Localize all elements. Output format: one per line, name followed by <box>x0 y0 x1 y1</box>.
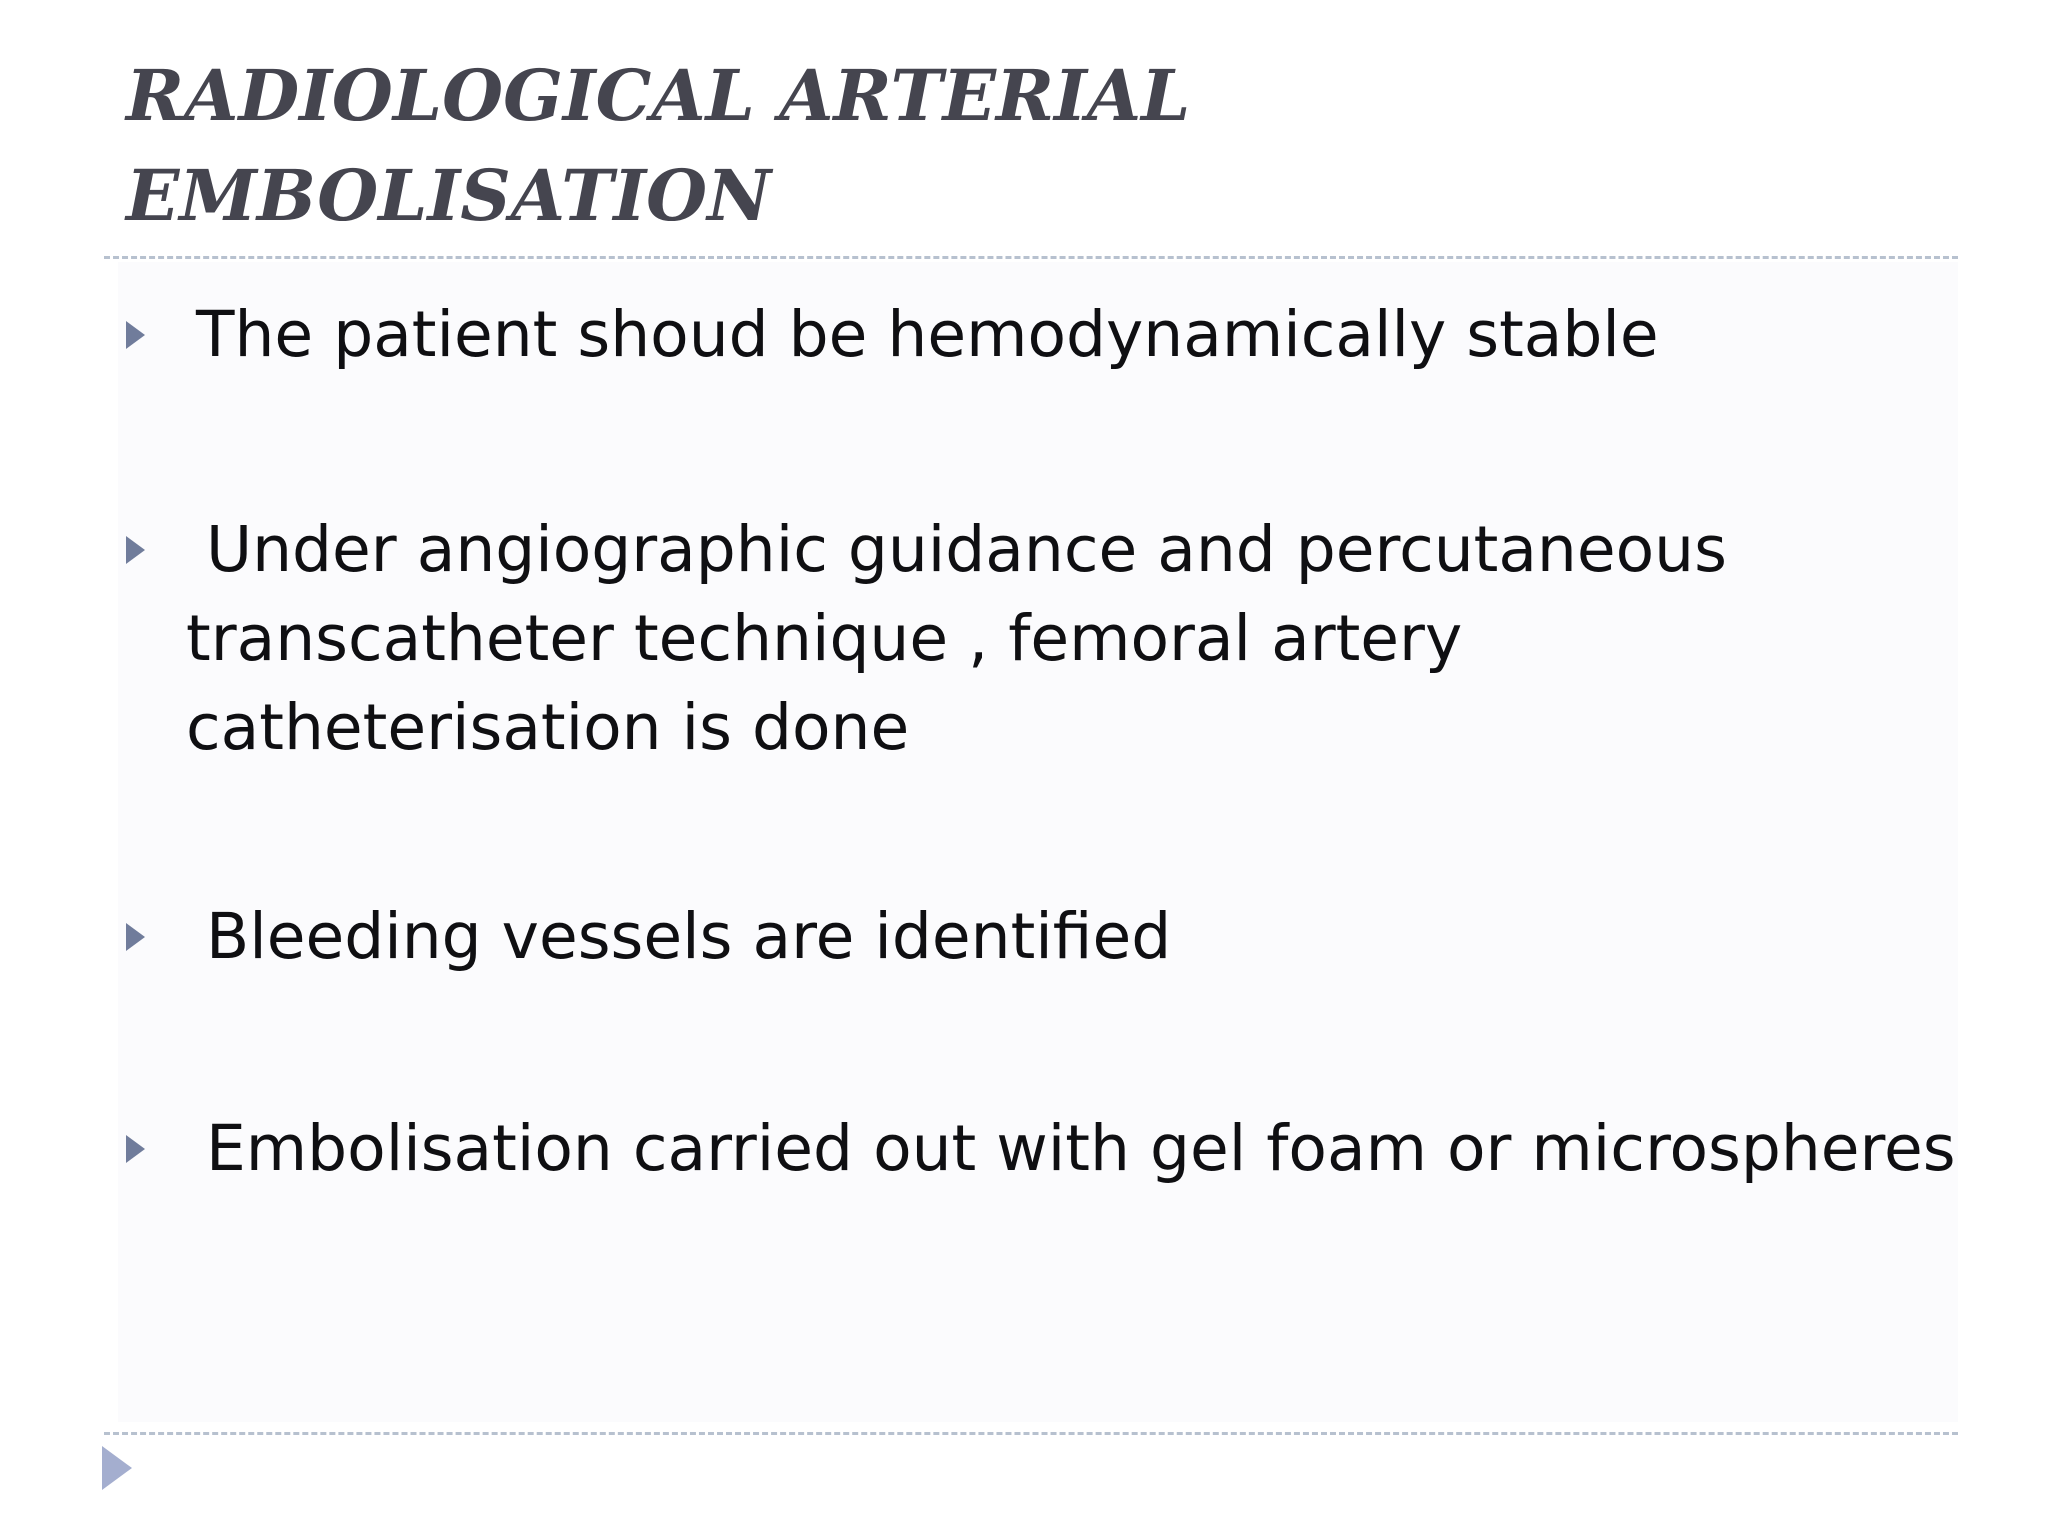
triangle-right-icon <box>126 321 145 349</box>
slide-title: RADIOLOGICAL ARTERIAL EMBOLISATION <box>126 54 1191 237</box>
bullet-text: Embolisation carried out with gel foam or microspheres <box>206 1112 1956 1185</box>
top-divider <box>104 256 1958 259</box>
bullet-text: The patient shoud be hemodynamically stable <box>196 298 1659 371</box>
bullet-item-hemodynamic-stability <box>126 290 1956 379</box>
triangle-right-icon <box>126 923 145 951</box>
triangle-right-icon <box>126 536 145 564</box>
bullet-text: Bleeding vessels are identified <box>206 900 1172 973</box>
bullet-item-embolisation-material <box>126 1104 1956 1193</box>
bullet-text: Under angiographic guidance and percutaneous transcatheter technique , femoral artery catheterisation is done <box>186 513 1727 764</box>
triangle-right-icon <box>126 1135 145 1163</box>
bottom-divider <box>104 1432 1958 1435</box>
bullet-item-angiographic-guidance <box>126 505 1956 772</box>
content-panel <box>118 262 1958 1422</box>
triangle-right-icon <box>102 1446 132 1490</box>
bullet-item-bleeding-vessels <box>126 892 1956 981</box>
